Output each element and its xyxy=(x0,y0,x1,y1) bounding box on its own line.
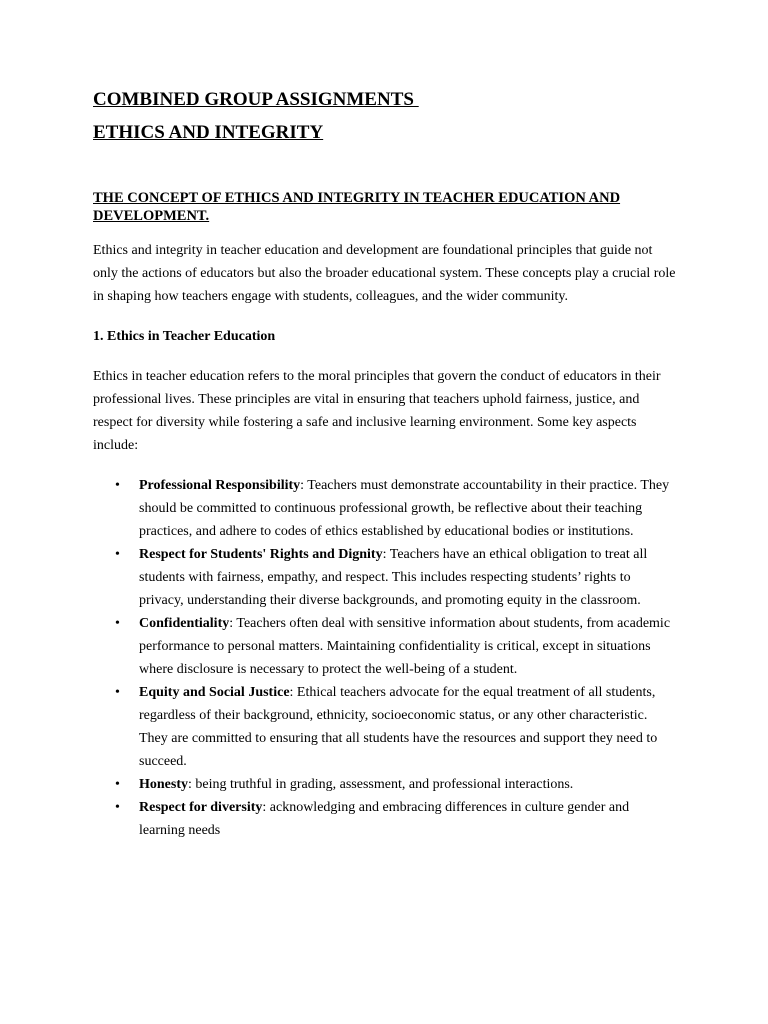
list-item-text: : being truthful in grading, assessment, and professional interactions. xyxy=(188,777,574,792)
list-item xyxy=(93,681,678,773)
document-subtitle: ETHICS AND INTEGRITY xyxy=(93,122,324,143)
intro-paragraph: Ethics and integrity in teacher education and development are foundational principles that guide not only the actions of educators but also the broader educational system. These concepts play a crucial role in shaping how teachers engage with students, colleagues, and the wider community. xyxy=(93,243,676,304)
list-item xyxy=(93,612,678,681)
list-item-term: Equity and Social Justice xyxy=(139,685,290,700)
section-heading: THE CONCEPT OF ETHICS AND INTEGRITY IN TEACHER EDUCATION AND DEVELOPMENT. xyxy=(93,190,621,224)
document-title: COMBINED GROUP ASSIGNMENTS xyxy=(93,89,419,110)
list-item xyxy=(93,474,678,543)
list-item-term: Confidentiality xyxy=(139,616,230,631)
list-item-text: : Teachers must demonstrate accountability in their practice. They should be committed to continuous professional growth, be reflective about their teaching practices, and adhere to codes of ethics established by educational bodies or institutions. xyxy=(139,478,670,539)
bullet-icon: • xyxy=(115,777,120,792)
list-item-text: : Ethical teachers advocate for the equal treatment of all students, regardless of their background, ethnicity, socioeconomic status, or any other characteristic. They are committed to ensuring that all students have the resources and support they need to succeed. xyxy=(139,685,658,769)
bullet-icon: • xyxy=(115,616,120,631)
document-page xyxy=(93,88,678,842)
list-item xyxy=(93,796,678,842)
bullet-icon: • xyxy=(115,478,120,493)
list-item-text: : Teachers have an ethical obligation to treat all students with fairness, empathy, and respect. This includes respecting students’ rights to privacy, understanding their diverse backgrounds, and promoting equity in the classroom. xyxy=(139,547,648,608)
bullet-icon: • xyxy=(115,800,120,815)
list-item-term: Honesty xyxy=(139,777,188,792)
list-item-text: : acknowledging and embracing differences in culture gender and learning needs xyxy=(139,800,630,838)
list-item xyxy=(93,773,678,796)
list-item xyxy=(93,543,678,612)
ethics-paragraph: Ethics in teacher education refers to the moral principles that govern the conduct of educators in their professional lives. These principles are vital in ensuring that teachers uphold fairness, justice, and respect for diversity while fostering a safe and inclusive learning environment. Some key aspects include: xyxy=(93,369,661,453)
bullet-icon: • xyxy=(115,547,120,562)
bullet-icon: • xyxy=(115,685,120,700)
list-item-term: Respect for diversity xyxy=(139,800,263,815)
key-aspects-list xyxy=(93,474,678,842)
list-item-text: : Teachers often deal with sensitive information about students, from academic performance to personal matters. Maintaining confidentiality is critical, except in situations where disclosure is necessary to protect the well-being of a student. xyxy=(139,616,671,677)
list-item-term: Respect for Students' Rights and Dignity xyxy=(139,547,383,562)
list-item-term: Professional Responsibility xyxy=(139,478,301,493)
subsection-heading: 1. Ethics in Teacher Education xyxy=(93,329,276,344)
